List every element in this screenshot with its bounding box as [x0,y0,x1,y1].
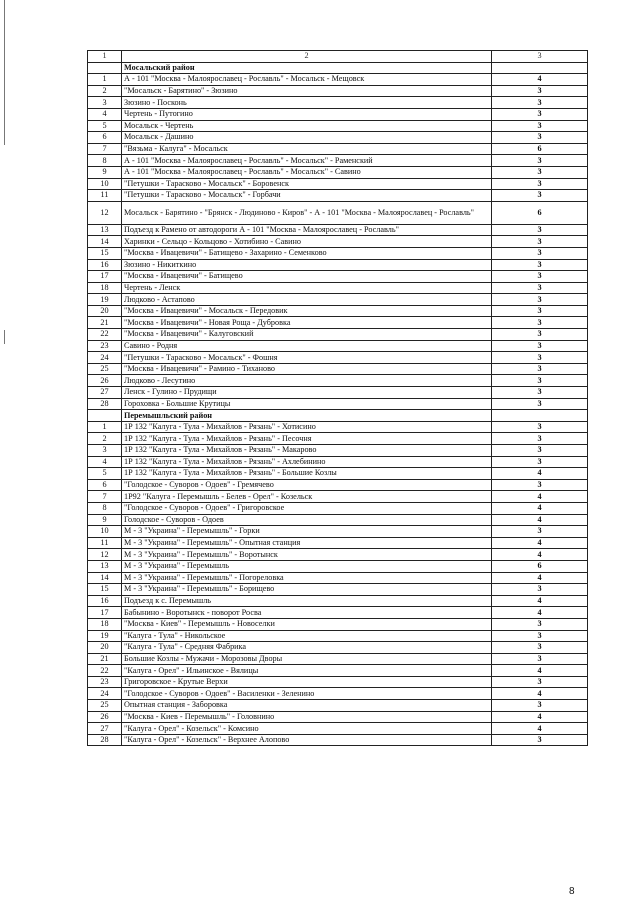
row-number: 13 [88,224,122,236]
table-row [88,166,588,178]
roads-table [87,50,588,746]
road-value: 4 [492,595,588,607]
table-row [88,688,588,700]
row-number: 5 [88,468,122,480]
row-number: 19 [88,630,122,642]
row-number: 7 [88,143,122,155]
table-row [88,676,588,688]
scan-margin-mark [4,330,5,344]
road-name: "Москва - Ивацевичи" - Батищево - Захарино - Семенково [122,247,492,259]
table-row [88,74,588,86]
road-name: Харинки - Сельцо - Кольцово - Хотибино - Савино [122,236,492,248]
table-row [88,236,588,248]
row-number: 16 [88,259,122,271]
road-name: 1Р92 "Калуга - Перемышль - Белев - Орел" - Козельск [122,491,492,503]
table-row [88,433,588,445]
road-value: 3 [492,236,588,248]
table-row [88,653,588,665]
road-name: М - 3 "Украина" - Перемышль" - Опытная станция [122,537,492,549]
row-number: 5 [88,120,122,132]
table-row [88,491,588,503]
table-row [88,630,588,642]
road-name: 1Р 132 "Калуга - Тула - Михайлов - Рязань" - Ахлебинино [122,456,492,468]
table-row [88,445,588,457]
row-number: 12 [88,549,122,561]
row-number: 16 [88,595,122,607]
road-name: 1Р 132 "Калуга - Тула - Михайлов - Рязань" - Хотисино [122,421,492,433]
row-number: 6 [88,479,122,491]
road-value: 3 [492,734,588,746]
road-name: "Москва - Ивацевичи" - Рамино - Тиханово [122,363,492,375]
road-value: 3 [492,375,588,387]
row-number: 6 [88,132,122,144]
road-value: 4 [492,514,588,526]
road-value: 3 [492,700,588,712]
road-value: 3 [492,526,588,538]
road-value: 3 [492,305,588,317]
road-name: "Голодское - Суворов - Одоев" - Григоровское [122,502,492,514]
row-number: 8 [88,502,122,514]
row-number: 15 [88,247,122,259]
table-row [88,642,588,654]
road-name: Подъезд к с. Перемышль [122,595,492,607]
row-number: 24 [88,688,122,700]
road-name: "Вязьма - Калуга" - Мосальск [122,143,492,155]
road-name: Голодское - Суворов - Одоев [122,514,492,526]
row-number: 17 [88,271,122,283]
road-value: 4 [492,468,588,480]
road-value: 4 [492,74,588,86]
table-row [88,247,588,259]
road-name: Людково - Астапово [122,294,492,306]
road-value: 3 [492,653,588,665]
row-number: 3 [88,97,122,109]
road-value: 3 [492,584,588,596]
column-header-road: 2 [122,51,492,63]
row-number: 28 [88,398,122,410]
road-name: М - 3 "Украина" - Перемышль" - Погореловка [122,572,492,584]
road-value: 3 [492,166,588,178]
table-row [88,108,588,120]
road-name: А - 101 "Москва - Малоярославец - Рославль" - Мосальск" - Раменский [122,155,492,167]
road-value: 4 [492,537,588,549]
road-name: "Калуга - Тула" - Средняя Фабрика [122,642,492,654]
row-number: 18 [88,618,122,630]
table-row [88,85,588,97]
row-number: 18 [88,282,122,294]
road-value: 3 [492,224,588,236]
table-row [88,97,588,109]
road-value: 4 [492,491,588,503]
section-number-cell [88,62,122,74]
road-value: 3 [492,479,588,491]
table-row [88,155,588,167]
row-number: 10 [88,178,122,190]
table-row [88,421,588,433]
road-name: Мосальск - Чертень [122,120,492,132]
road-value: 4 [492,502,588,514]
row-number: 2 [88,433,122,445]
road-name: "Москва - Ивацевичи" - Калуговский [122,329,492,341]
road-value: 3 [492,85,588,97]
road-value: 3 [492,387,588,399]
table-row [88,479,588,491]
road-name: "Петушки - Тарасково - Мосальск" - Боровенск [122,178,492,190]
row-number: 17 [88,607,122,619]
road-name: Зюзино - Посконь [122,97,492,109]
road-name: Подъезд к Рамено от автодороги А - 101 "Москва - Малоярославец - Рославль" [122,224,492,236]
table-row [88,700,588,712]
row-number: 1 [88,74,122,86]
road-value: 3 [492,132,588,144]
row-number: 25 [88,700,122,712]
road-value: 4 [492,607,588,619]
section-number-cell [88,410,122,422]
road-name: "Москва - Ивацевичи" - Мосальск - Передовик [122,305,492,317]
road-value: 3 [492,456,588,468]
road-name: Большие Козлы - Мужачи - Морозовы Дворы [122,653,492,665]
road-value: 3 [492,340,588,352]
table-row [88,723,588,735]
road-value: 3 [492,676,588,688]
row-number: 21 [88,653,122,665]
road-value: 3 [492,108,588,120]
row-number: 11 [88,537,122,549]
table-row [88,468,588,480]
table-row [88,120,588,132]
row-number: 9 [88,514,122,526]
row-number: 8 [88,155,122,167]
table-row [88,352,588,364]
road-name: "Голодское - Суворов - Одоев" - Гремячево [122,479,492,491]
table-row [88,363,588,375]
road-name: "Калуга - Орел" - Ильинское - Вялицы [122,665,492,677]
row-number: 23 [88,676,122,688]
row-number: 20 [88,305,122,317]
road-value: 3 [492,618,588,630]
table-row [88,549,588,561]
road-name: Чертень - Путогино [122,108,492,120]
table-row [88,502,588,514]
page-number: 8 [569,886,575,897]
table-row [88,560,588,572]
row-number: 4 [88,456,122,468]
table-row [88,734,588,746]
row-number: 28 [88,734,122,746]
road-value: 3 [492,247,588,259]
row-number: 9 [88,166,122,178]
road-value: 3 [492,445,588,457]
road-value: 3 [492,271,588,283]
row-number: 20 [88,642,122,654]
road-value: 3 [492,433,588,445]
road-name: М - 3 "Украина" - Перемышль" - Борищево [122,584,492,596]
row-number: 2 [88,85,122,97]
road-value: 3 [492,120,588,132]
road-name: 1Р 132 "Калуга - Тула - Михайлов - Рязань" - Песочня [122,433,492,445]
row-number: 22 [88,329,122,341]
road-value: 3 [492,294,588,306]
table-row [88,317,588,329]
scan-margin-mark [4,0,5,145]
road-value: 6 [492,143,588,155]
row-number: 4 [88,108,122,120]
road-value: 3 [492,642,588,654]
table-row [88,618,588,630]
header-row [88,51,588,63]
road-value: 3 [492,317,588,329]
road-name: Чертень - Ленск [122,282,492,294]
table-row [88,294,588,306]
table-row [88,375,588,387]
road-name: Людково - Лесутино [122,375,492,387]
table-row [88,340,588,352]
road-value: 3 [492,97,588,109]
table-row [88,665,588,677]
road-name: "Петушки - Тарасково - Мосальск" - Горбачи [122,190,492,202]
road-name: "Петушки - Тарасково - Мосальск" - Фошня [122,352,492,364]
road-name: М - 3 "Украина" - Перемышль" - Воротынск [122,549,492,561]
table-row [88,201,588,224]
road-value: 4 [492,688,588,700]
table-row [88,143,588,155]
table-row [88,305,588,317]
road-name: Ленск - Гулино - Прудищи [122,387,492,399]
table-row [88,514,588,526]
road-name: "Москва - Ивацевичи" - Батищево [122,271,492,283]
road-name: "Голодское - Суворов - Одоев" - Василенки - Зеленино [122,688,492,700]
table-row [88,537,588,549]
road-value: 3 [492,329,588,341]
row-number: 13 [88,560,122,572]
road-value: 4 [492,572,588,584]
road-name: Бабынино - Воротынск - поворот Росва [122,607,492,619]
road-value: 4 [492,549,588,561]
road-name: М - 3 "Украина" - Перемышль" - Горки [122,526,492,538]
road-name: Гороховка - Большие Крутицы [122,398,492,410]
section-title: Мосальский район [122,62,492,74]
table-row [88,329,588,341]
row-number: 12 [88,201,122,224]
table-row [88,132,588,144]
road-value: 3 [492,398,588,410]
road-name: "Калуга - Орел" - Козельск" - Верхнее Алопово [122,734,492,746]
road-name: 1Р 132 "Калуга - Тула - Михайлов - Рязань" - Большие Козлы [122,468,492,480]
table-row [88,398,588,410]
row-number: 14 [88,572,122,584]
road-name: Опытная станция - Заборовка [122,700,492,712]
table-row [88,456,588,468]
road-value: 6 [492,560,588,572]
row-number: 24 [88,352,122,364]
table-row [88,178,588,190]
table-row [88,282,588,294]
road-name: "Москва - Киев" - Перемышль - Новоселки [122,618,492,630]
table-row [88,607,588,619]
row-number: 25 [88,363,122,375]
road-value: 4 [492,665,588,677]
row-number: 26 [88,375,122,387]
table-row [88,224,588,236]
road-name: Мосальск - Дашино [122,132,492,144]
road-name: "Москва - Киев - Перемышль" - Головнино [122,711,492,723]
table-row [88,271,588,283]
road-value: 3 [492,259,588,271]
table-row [88,259,588,271]
road-name: Зюзино - Никиткино [122,259,492,271]
row-number: 1 [88,421,122,433]
section-value-cell [492,410,588,422]
road-name: "Калуга - Тула" - Никольское [122,630,492,642]
table-row [88,595,588,607]
table-row [88,572,588,584]
road-value: 3 [492,630,588,642]
road-value: 3 [492,421,588,433]
road-value: 4 [492,723,588,735]
road-value: 4 [492,711,588,723]
table-row [88,711,588,723]
roads-table-body [88,51,588,746]
road-name: "Мосальск - Барятино" - Зюзино [122,85,492,97]
table-row [88,190,588,202]
road-name: Григоровское - Крутые Верхи [122,676,492,688]
table-row [88,526,588,538]
row-number: 3 [88,445,122,457]
column-header-number: 1 [88,51,122,63]
section-row [88,62,588,74]
road-value: 3 [492,178,588,190]
road-name: Савино - Родня [122,340,492,352]
road-value: 6 [492,201,588,224]
road-name: Мосальск - Барятино - "Брянск - Людиново - Киров" - А - 101 "Москва - Малоярославец - Рославль" [122,201,492,224]
row-number: 7 [88,491,122,503]
road-value: 3 [492,363,588,375]
road-value: 3 [492,352,588,364]
column-header-value: 3 [492,51,588,63]
row-number: 22 [88,665,122,677]
section-title: Перемышльский район [122,410,492,422]
row-number: 19 [88,294,122,306]
road-value: 3 [492,190,588,202]
table-row [88,387,588,399]
road-value: 3 [492,155,588,167]
row-number: 21 [88,317,122,329]
section-value-cell [492,62,588,74]
road-name: М - 3 "Украина" - Перемышль [122,560,492,572]
row-number: 10 [88,526,122,538]
row-number: 23 [88,340,122,352]
road-name: "Калуга - Орел" - Козельск" - Комсино [122,723,492,735]
road-name: А - 101 "Москва - Малоярославец - Рославль" - Мосальск - Мещовск [122,74,492,86]
row-number: 26 [88,711,122,723]
row-number: 27 [88,723,122,735]
road-value: 3 [492,282,588,294]
road-name: А - 101 "Москва - Малоярославец - Рославль" - Мосальск" - Савино [122,166,492,178]
section-row [88,410,588,422]
table-row [88,584,588,596]
row-number: 27 [88,387,122,399]
row-number: 15 [88,584,122,596]
row-number: 14 [88,236,122,248]
row-number: 11 [88,190,122,202]
road-name: 1Р 132 "Калуга - Тула - Михайлов - Рязань" - Макарово [122,445,492,457]
road-name: "Москва - Ивацевичи" - Новая Роща - Дубровка [122,317,492,329]
